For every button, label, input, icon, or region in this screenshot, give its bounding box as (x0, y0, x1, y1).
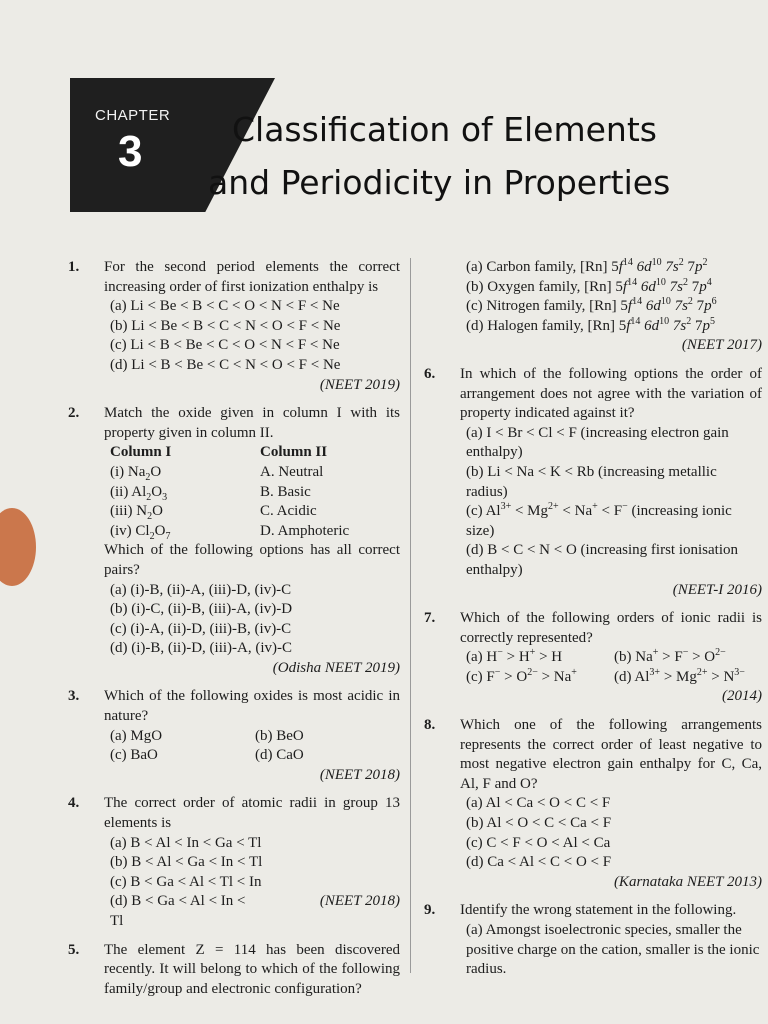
right-column (424, 258, 762, 989)
option-d: (d) B < C < N < O (increasing first ionisation enthalpy) (466, 542, 739, 578)
match-right-1: A. Neutral (260, 463, 324, 480)
question-3 (68, 687, 400, 785)
match-table (104, 443, 400, 541)
chapter-title-line-2: and Periodicity in Properties (208, 163, 671, 202)
question-stem: Which of the following oxides is most acidic in nature? (104, 688, 400, 725)
chapter-label: CHAPTER (95, 107, 171, 124)
question-number: 6. (424, 365, 436, 382)
question-7 (424, 609, 762, 707)
question-number: 7. (424, 610, 436, 627)
match-left-4: (iv) $Cl_2O_7$ (110, 522, 171, 542)
option-b: (b) (i)-C, (ii)-B, (iii)-A, (iv)-D (110, 601, 293, 618)
question-6 (424, 365, 762, 600)
question-2 (68, 404, 400, 678)
match-right-3: C. Acidic (260, 503, 317, 520)
question-number: 2. (68, 405, 80, 422)
match-right-2: B. Basic (260, 483, 311, 500)
exam-source: (NEET 2019) (319, 376, 400, 393)
option-b: (b) Li < Na < K < Rb (increasing metallic radius) (466, 463, 717, 500)
question-stem: Which one of the following arrangements represents the correct order of least negative to most negative electron gain enthalpy for C, Ca, Al, F and O? (460, 717, 762, 792)
question-stem: The correct order of atomic radii in group 13 elements is (104, 795, 400, 832)
option-c: (c) Nitrogen family, [Rn] $5f^{14}$ $6d^{10}$ $7s^2$ $7p^6$ (466, 296, 717, 315)
question-stem: Identify the wrong statement in the following. (460, 902, 737, 919)
match-left-3: (iii) $N_2O$ (110, 503, 163, 523)
question-number: 9. (424, 902, 436, 919)
option-d: (d) $Al^{3+} > Mg^{2+} > N^{3-}$ (614, 666, 745, 685)
exam-source: (NEET-I 2016) (672, 581, 762, 598)
exam-source: (NEET 2018) (319, 893, 400, 910)
question-ask: Which of the following options has all correct pairs? (104, 542, 400, 578)
option-c: (c) B < Ga < Al < Tl < In (110, 873, 262, 890)
question-number: 8. (424, 717, 436, 734)
option-a: (a) Al < Ca < O < C < F (466, 795, 611, 812)
option-d: (d) Halogen family, [Rn] $5f^{14}$ $6d^{10}$ $7s^2$ $7p^5$ (466, 315, 715, 334)
question-stem: For the second period elements the correct increasing order of first ionization enthalpy is (104, 259, 400, 295)
match-left-2: (ii) $Al_2O_3$ (110, 483, 168, 503)
exam-source: (NEET 2018) (319, 766, 400, 783)
option-d: (d) Ca < Al < C < O < F (466, 854, 612, 871)
option-b: (b) BeO (255, 727, 304, 744)
question-number: 1. (68, 259, 80, 275)
match-right-4: D. Amphoteric (260, 522, 350, 539)
thumb-shadow (0, 508, 36, 586)
exam-source: (Karnataka NEET 2013) (613, 873, 762, 890)
question-1 (68, 258, 400, 395)
option-d: (d) B < Ga < Al < In < Tl (110, 893, 246, 929)
chapter-title-line-1: Classification of Elements (232, 110, 657, 149)
option-a: (a) Li < Be < B < C < O < N < F < Ne (110, 298, 340, 315)
column-divider (410, 258, 411, 973)
exam-source: (Odisha NEET 2019) (272, 659, 400, 676)
option-d: (d) Li < B < Be < C < N < O < F < Ne (110, 356, 341, 373)
match-left-1: (i) $Na_2O$ (110, 463, 162, 483)
option-a: (a) H− > H+ > H (466, 647, 563, 666)
option-b: (b) Oxygen family, [Rn] $5f^{14}$ $6d^{10}$ $7s^2$ $7p^4$ (466, 276, 712, 295)
question-8 (424, 716, 762, 892)
option-a: (a) B < Al < In < Ga < Tl (110, 834, 262, 851)
exam-source: (NEET 2017) (681, 337, 762, 354)
question-stem: The element Z = 114 has been discovered recently. It will belong to which of the following family/group and electronic configuration? (104, 941, 400, 997)
option-c: (c) $F^- > O^{2-} > Na^+$ (466, 666, 577, 685)
option-b: (b) Li < Be < B < C < N < O < F < Ne (110, 317, 341, 334)
question-number: 5. (68, 941, 80, 958)
option-a: (a) MgO (110, 727, 163, 744)
option-c: (c) C < F < O < Al < Ca (466, 834, 611, 851)
option-c: (c) BaO (110, 747, 158, 764)
option-c: (c) (i)-A, (ii)-D, (iii)-B, (iv)-C (110, 620, 292, 637)
exam-source: (2014) (722, 688, 762, 705)
option-b: (b) Al < O < C < Ca < F (466, 815, 612, 832)
option-a: (a) Carbon family, [Rn] $5f^{14}$ $6d^{10}$ $7s^2$ $7p^2$ (466, 257, 708, 275)
question-4 (68, 794, 400, 931)
question-stem: Match the oxide given in column I with its property given in column II. (104, 405, 400, 441)
left-column (68, 258, 400, 1008)
question-9 (424, 901, 762, 979)
question-5-options (424, 258, 762, 356)
question-stem: In which of the following options the order of arrangement does not agree with the variation of property indicated against it? (460, 365, 762, 422)
option-c: (c) $Al^{3+} < Mg^{2+} < Na^+ < F^-$ (increasing ionic size) (466, 501, 732, 539)
option-b: (b) B < Al < Ga < In < Tl (110, 854, 263, 871)
question-number: 3. (68, 688, 80, 705)
question-stem: Which of the following orders of ionic radii is correctly represented? (460, 610, 762, 646)
chapter-number: 3 (118, 127, 143, 176)
option-d: (d) (i)-B, (ii)-D, (iii)-A, (iv)-C (110, 640, 293, 657)
option-a: (a) Amongst isoelectronic species, smaller the positive charge on the cation, smaller is the ionic radius. (466, 922, 760, 978)
option-a: (a) I < Br < Cl < F (increasing electron gain enthalpy) (466, 424, 729, 461)
question-number: 4. (68, 795, 80, 812)
option-c: (c) Li < B < Be < C < O < N < F < Ne (110, 337, 340, 354)
option-d: (d) CaO (255, 747, 304, 764)
question-5 (68, 941, 400, 1000)
column-1-heading: Column I (110, 444, 172, 461)
option-b: (b) $Na^+ > F^- > O^{2-}$ (614, 647, 726, 666)
option-a: (a) (i)-B, (ii)-A, (iii)-D, (iv)-C (110, 581, 292, 598)
column-2-heading: Column II (260, 444, 328, 461)
